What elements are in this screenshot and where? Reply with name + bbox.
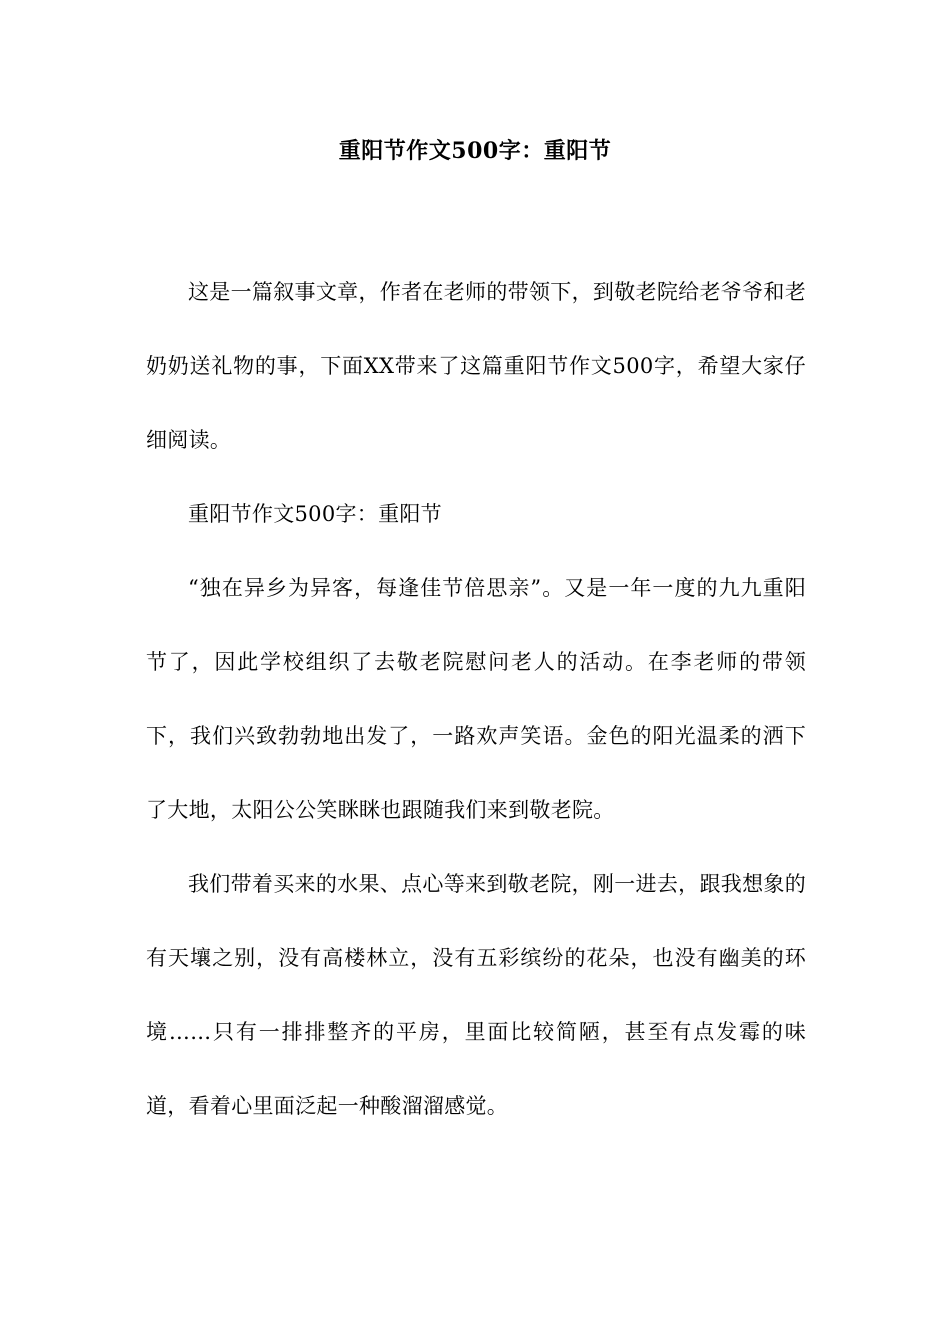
document-body	[146, 255, 806, 1143]
paragraph-intro: 这是一篇叙事文章，作者在老师的带领下，到敬老院给老爷爷和老奶奶送礼物的事，下面XX带来了这篇重阳节作文500字，希望大家仔细阅读。	[146, 280, 806, 452]
paragraph-subtitle: 重阳节作文500字：重阳节	[188, 502, 442, 526]
paragraph-poem-opening: “独在异乡为异客，每逢佳节倍思亲”。又是一年一度的九九重阳节了，因此学校组织了去敬老院慰问老人的活动。在李老师的带领下，我们兴致勃勃地出发了，一路欢声笑语。金色的阳光温柔的洒下了大地，太阳公公笑眯眯也跟随我们来到敬老院。	[146, 576, 806, 822]
paragraph-arrival: 我们带着买来的水果、点心等来到敬老院，刚一进去，跟我想象的有天壤之别，没有高楼林立，没有五彩缤纷的花朵，也没有幽美的环境……只有一排排整齐的平房，里面比较简陋，甚至有点发霉的味道，看着心里面泛起一种酸溜溜感觉。	[146, 872, 806, 1118]
document-title: 重阳节作文500字：重阳节	[338, 138, 612, 164]
